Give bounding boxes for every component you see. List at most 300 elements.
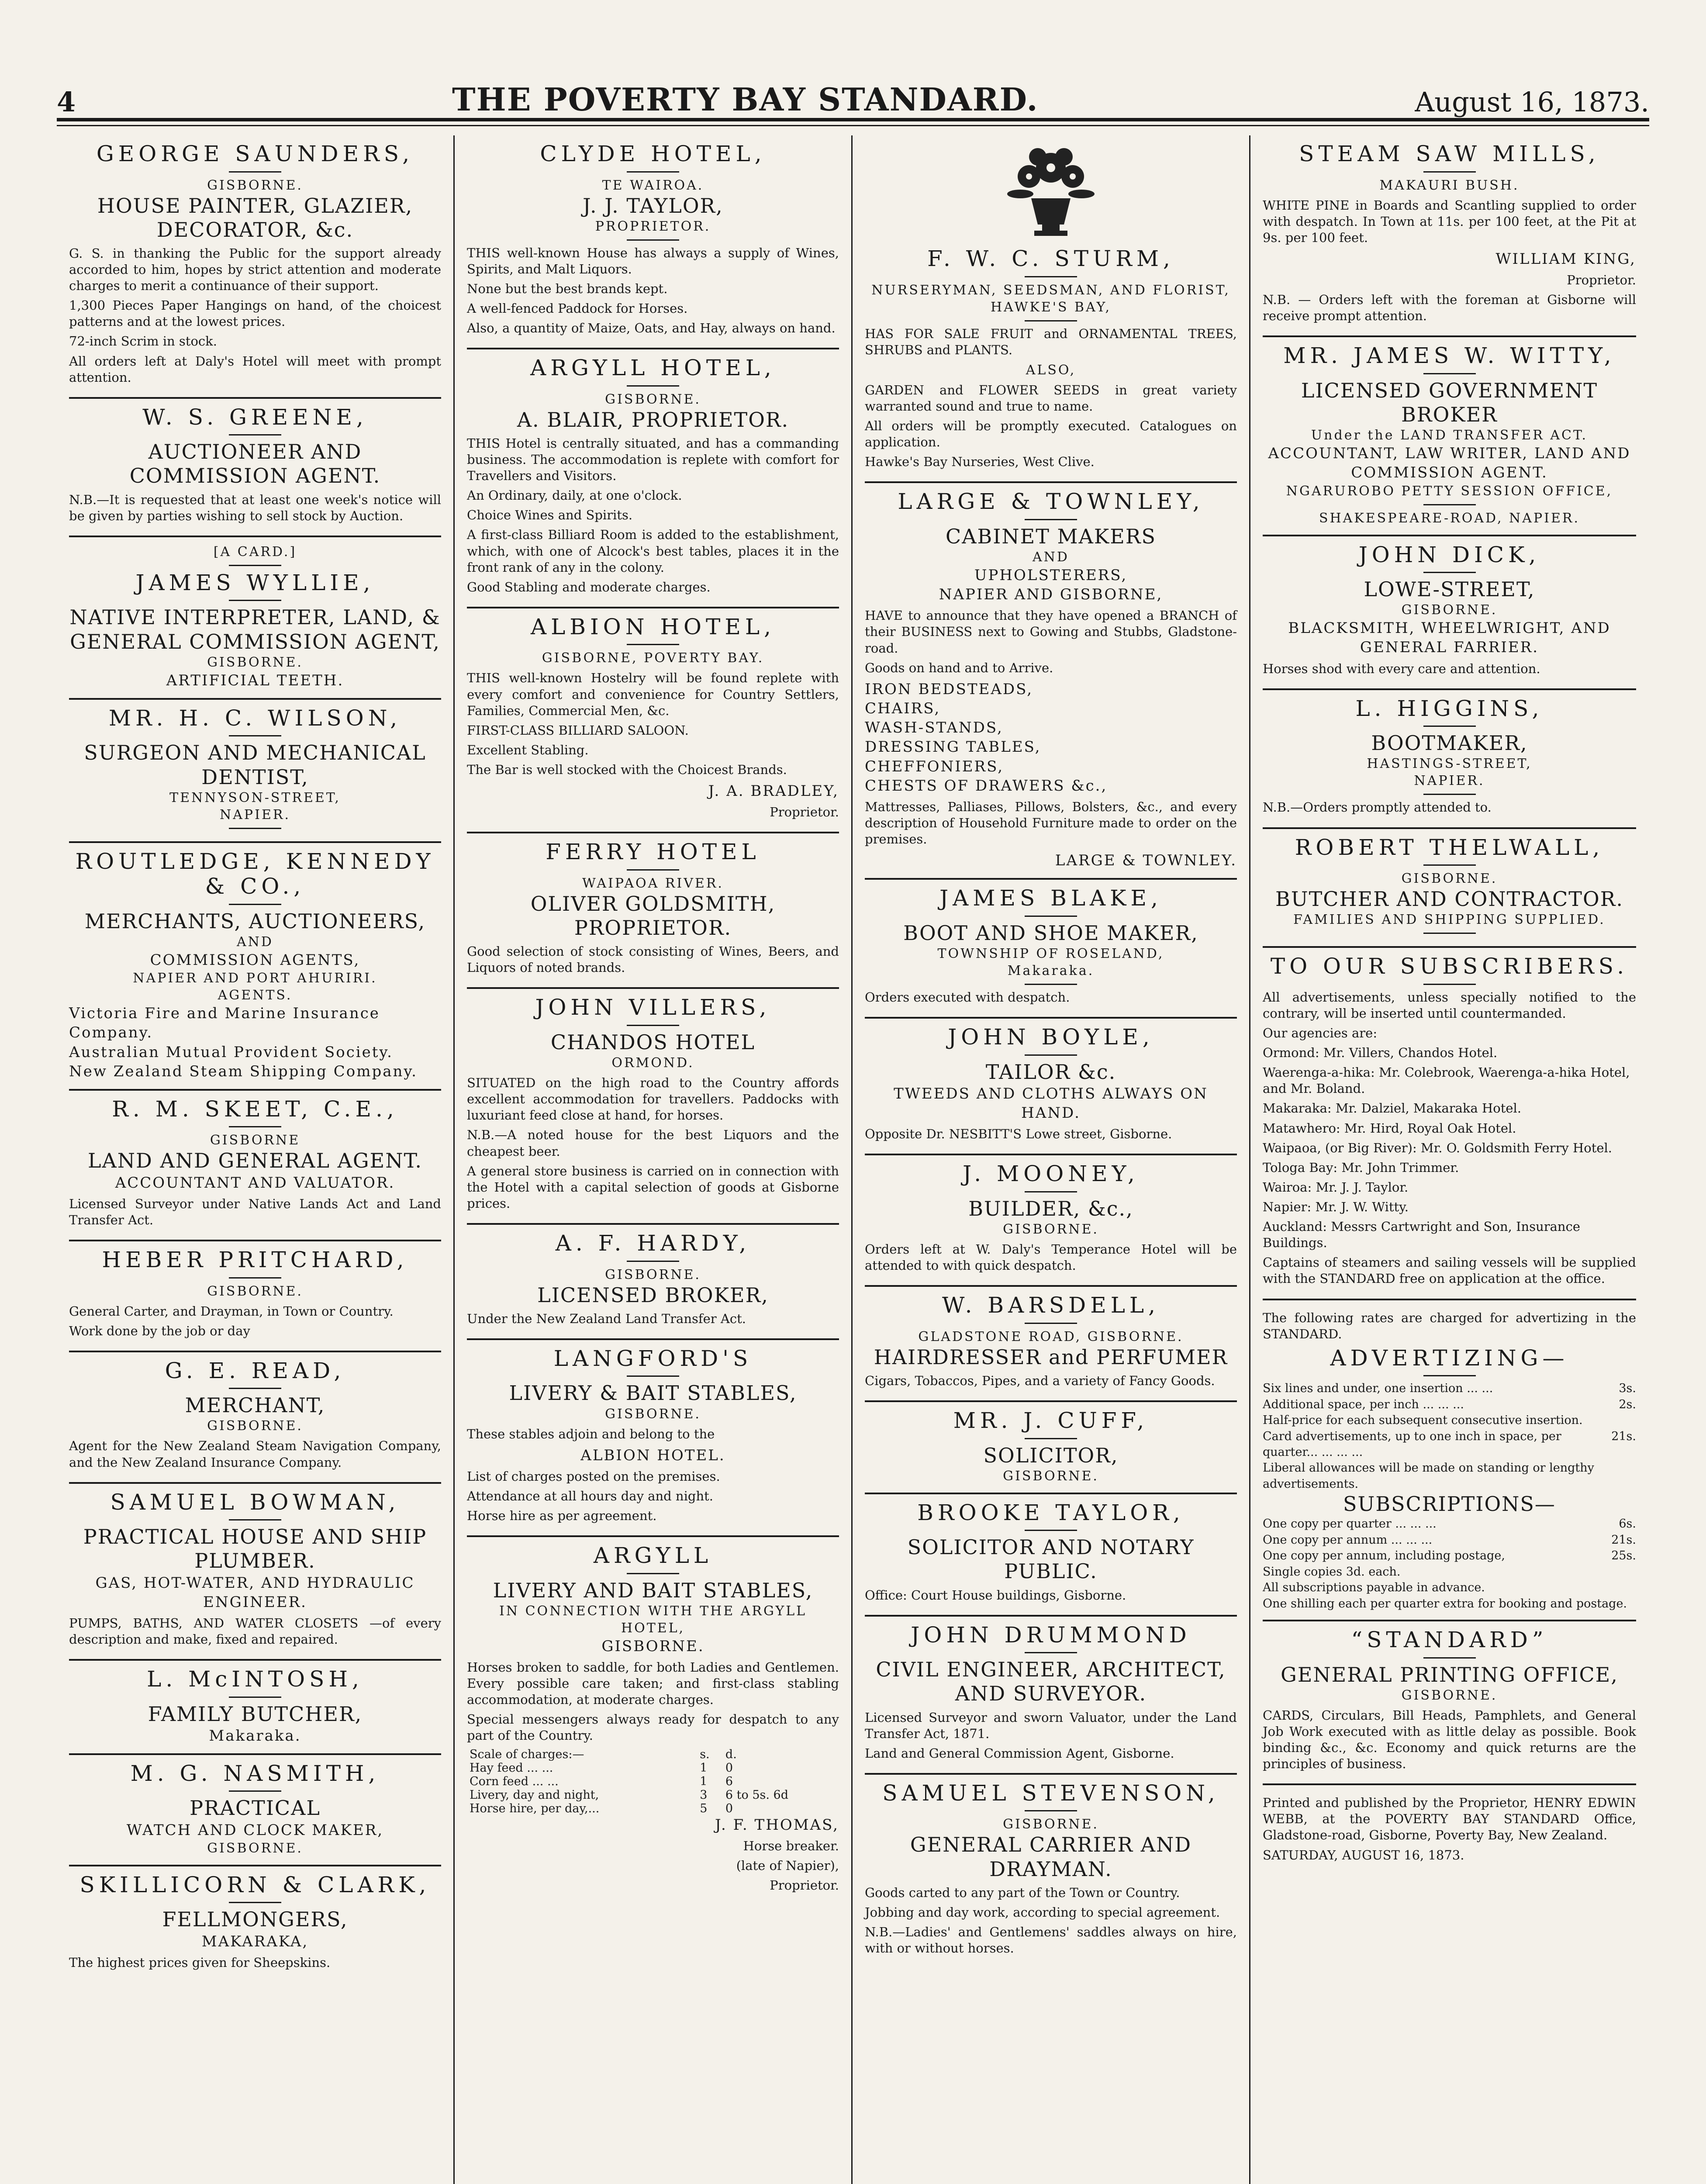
advert-subheading: PRACTICAL: [190, 1796, 321, 1820]
advert-line: AGENTS.: [218, 988, 293, 1003]
short-rule: [1423, 984, 1476, 985]
advert-line: NURSERYMAN, SEEDSMAN, AND FLORIST,: [871, 282, 1230, 298]
advert-subheading: CHANDOS HOTEL: [550, 1030, 756, 1054]
advert-line: Under the LAND TRANSFER ACT.: [1311, 428, 1588, 443]
charges-cell: 6: [725, 1774, 733, 1788]
short-rule: [1423, 373, 1476, 374]
advert-signature: J. F. THOMAS,: [715, 1816, 839, 1834]
advert-subheading: LICENSED BROKER,: [537, 1283, 769, 1307]
advert-line: Australian Mutual Provident Society.: [69, 1043, 393, 1061]
advert-text: The Bar is well stocked with the Choicest Brands.: [467, 762, 787, 777]
charges-cell: 3: [700, 1788, 708, 1802]
advert-line: CHEFFONIERS,: [865, 757, 1004, 775]
advert-subheading: HOUSE PAINTER, GLAZIER, DECORATOR, &c.: [97, 194, 413, 242]
rate-price: 25s.: [1611, 1549, 1636, 1563]
advert-line: TENNYSON-STREET,: [169, 790, 341, 805]
advert-heading: L. HIGGINS,: [1355, 695, 1544, 721]
advert-text: HAS FOR SALE FRUIT and ORNAMENTAL TREES, SHRUBS and PLANTS.: [865, 326, 1237, 357]
rate-label: One copy per quarter ... ... ...: [1263, 1517, 1437, 1531]
advert-text: All orders left at Daly's Hotel will meet with prompt attention.: [69, 353, 441, 385]
advert-text: Orders left at W. Daly's Temperance Hotel will be attended to with quick despatch.: [865, 1242, 1237, 1273]
advert-heading: JAMES WYLLIE,: [135, 570, 375, 595]
rate-label: Additional space, per inch ... ... ...: [1263, 1397, 1464, 1411]
advert-text: THIS Hotel is centrally situated, and has a commanding business. The accommodation is replete with comfort for Travellers and Visitors.: [467, 435, 839, 484]
charges-row: [467, 1748, 839, 1761]
advert-text: Attendance at all hours day and night.: [467, 1488, 713, 1503]
advert-text: Mattresses, Palliases, Pillows, Bolsters, &c., and every description of Household Furniture made to order on the premises.: [865, 799, 1237, 847]
advert-brooke: [865, 1494, 1237, 1617]
rate-line: [1263, 1532, 1636, 1548]
rate-price: 3s.: [1619, 1382, 1636, 1396]
charges-row: [467, 1775, 839, 1788]
advert-line: WAIPAOA RIVER.: [582, 875, 724, 891]
advert-subheading: FELLMONGERS,: [162, 1908, 348, 1932]
advert-heading: W. BARSDELL,: [942, 1292, 1160, 1318]
advert-text: Agent for the New Zealand Steam Navigation Company, and the New Zealand Insurance Company.: [69, 1438, 441, 1470]
advert-line: ORMOND.: [611, 1055, 694, 1071]
advert-text: List of charges posted on the premises.: [467, 1469, 720, 1484]
short-rule: [1423, 1657, 1476, 1659]
advert-subheading: J. J. TAYLOR,: [583, 194, 723, 218]
advert-subheading: WATCH AND CLOCK MAKER,: [126, 1821, 384, 1839]
rate-price: 21s.: [1611, 1533, 1636, 1547]
advert-subheading: ACCOUNTANT, LAW WRITER, LAND AND COMMISSION AGENT.: [1268, 445, 1631, 482]
advert-heading: ROUTLEDGE, KENNEDY & CO.,: [75, 848, 435, 899]
rate-line: [1263, 1460, 1636, 1492]
short-rule: [627, 644, 679, 645]
agency-line: Waipaoa, (or Big River): Mr. O. Goldsmith Ferry Hotel.: [1263, 1140, 1613, 1155]
advert-text: The highest prices given for Sheepskins.: [69, 1955, 331, 1970]
short-rule: [1423, 171, 1476, 173]
rate-line: [1263, 1397, 1636, 1413]
advert-subheading: LICENSED GOVERNMENT BROKER: [1301, 378, 1598, 427]
advert-text: Licensed Surveyor under Native Lands Act and Land Transfer Act.: [69, 1196, 441, 1227]
rate-label: One copy per annum ... ... ...: [1263, 1533, 1433, 1547]
advert-dick: [1263, 536, 1636, 690]
advert-blake: [865, 880, 1237, 1019]
charges-cell: 1: [700, 1761, 708, 1775]
advert-ferry: [467, 833, 839, 989]
advert-subheading: CABINET MAKERS: [946, 524, 1156, 548]
advert-line: AND: [237, 934, 273, 950]
advert-heading: SAMUEL BOWMAN,: [110, 1489, 400, 1515]
advert-line: PROPRIETOR.: [595, 218, 711, 234]
advert-subheading: SOLICITOR,: [983, 1443, 1119, 1467]
column-3: [853, 135, 1250, 2184]
advert-line: GISBORNE.: [605, 1267, 701, 1282]
advert-text: Under the New Zealand Land Transfer Act.: [467, 1311, 746, 1326]
charges-cell: 5: [700, 1801, 708, 1815]
advert-line: CHESTS OF DRAWERS &c.,: [865, 777, 1108, 795]
advert-heading: SAMUEL STEVENSON,: [882, 1780, 1219, 1806]
advert-line: NAPIER.: [220, 807, 290, 822]
short-rule: [627, 1573, 679, 1574]
short-rule: [229, 1388, 281, 1389]
advert-heading: JOHN VILLERS,: [535, 995, 771, 1020]
newspaper-title: THE POVERTY BAY STANDARD.: [452, 81, 1039, 118]
advert-barsdell: [865, 1287, 1237, 1402]
advert-text: THIS well-known Hostelry will be found replete with every comfort and convenience for Country Settlers, Families, Commercial Men, &c.: [467, 670, 839, 718]
advert-subheading: LOWE-STREET,: [1364, 577, 1535, 601]
rate-line: [1263, 1596, 1636, 1612]
short-rule: [229, 565, 281, 566]
short-rule: [627, 1261, 679, 1262]
advert-text: Opposite Dr. NESBITT'S Lowe street, Gisborne.: [865, 1127, 1172, 1142]
short-rule: [229, 1697, 281, 1698]
advert-signature: LARGE & TOWNLEY.: [1055, 852, 1237, 870]
charges-row: [467, 1761, 839, 1775]
rate-line: [1263, 1516, 1636, 1532]
short-rule: [229, 1519, 281, 1521]
advert-heading: “STANDARD”: [1351, 1627, 1548, 1653]
advert-line: WASH-STANDS,: [865, 719, 1003, 737]
advert-text: GARDEN and FLOWER SEEDS in great variety warranted sound and true to name.: [865, 382, 1237, 414]
short-rule: [1025, 276, 1077, 277]
advert-line: GISBORNE.: [1003, 1817, 1099, 1832]
advert-text: 1,300 Pieces Paper Hangings on hand, of the choicest patterns and at the lowest prices.: [69, 298, 441, 329]
advert-text: All advertisements, unless specially notified to the contrary, will be inserted until countermanded.: [1263, 989, 1636, 1021]
short-rule: [1025, 1191, 1077, 1192]
advert-heading: F. W. C. STURM,: [927, 246, 1174, 271]
rate-line: [1263, 1564, 1636, 1580]
advert-text: Printed and published by the Proprietor, HENRY EDWIN WEBB, at the POVERTY BAY STANDARD Office, Gladstone-road, Gisborne, Poverty Bay, New Zealand.: [1263, 1795, 1636, 1843]
advert-text: Orders executed with despatch.: [865, 990, 1070, 1005]
advert-subheading: LAND AND GENERAL AGENT.: [87, 1149, 422, 1173]
masthead-rule: [57, 125, 1649, 126]
advert-subheading: MERCHANT,: [185, 1393, 325, 1417]
advert-text: Special messengers always ready for despatch to any part of the Country.: [467, 1712, 839, 1743]
advert-heading: BROOKE TAYLOR,: [917, 1500, 1185, 1525]
short-rule: [1025, 984, 1077, 985]
advert-steam: [1263, 135, 1636, 337]
advert-subheading: FAMILY BUTCHER,: [148, 1702, 363, 1726]
advert-heading: J. MOONEY,: [963, 1161, 1139, 1187]
advert-large: [865, 483, 1237, 880]
advert-saunders: [69, 135, 441, 399]
advert-text: SITUATED on the high road to the Country affords excellent accommodation for travellers. Paddocks with luxuriant feed close at hand, for horses.: [467, 1075, 839, 1123]
short-rule: [1025, 1530, 1077, 1531]
advert-text: PUMPS, BATHS, AND WATER CLOSETS —of every description and make, fixed and repaired.: [69, 1615, 441, 1647]
advert-argyll: [467, 349, 839, 608]
advert-line: Victoria Fire and Marine Insurance Company.: [69, 1005, 380, 1042]
agency-line: Matawhero: Mr. Hird, Royal Oak Hotel.: [1263, 1120, 1516, 1136]
advert-subheading: ALBION HOTEL.: [580, 1446, 725, 1464]
advert-heading: ALBION HOTEL,: [531, 614, 775, 639]
advert-skillicorn: [69, 1866, 441, 1982]
advert-text: CARDS, Circulars, Bill Heads, Pamphlets, and General Job Work executed with as little delay as possible. Book binding &c., &c. Economy and quick returns are the principles of business.: [1263, 1707, 1636, 1772]
advert-greene: [69, 399, 441, 537]
short-rule: [627, 869, 679, 871]
advert-subheading: BUILDER, &c.,: [968, 1196, 1133, 1220]
charges-row: [467, 1788, 839, 1802]
advert-subheading: BUTCHER AND CONTRACTOR.: [1275, 887, 1623, 911]
advert-subheading: HAIRDRESSER and PERFUMER: [874, 1345, 1228, 1369]
advert-heading: A. F. HARDY,: [555, 1230, 751, 1256]
advert-text: N.B. — Orders left with the foreman at Gisborne will receive prompt attention.: [1263, 292, 1636, 324]
advert-text: WHITE PINE in Boards and Scantling supplied to order with despatch. In Town at 11s. per 100 feet, at the Pit at 9s. per 100 feet.: [1263, 197, 1636, 245]
flower-vase-illustration: [994, 142, 1108, 242]
advert-line: GLADSTONE ROAD, GISBORNE.: [918, 1329, 1184, 1344]
advert-subheading: SOLICITOR AND NOTARY PUBLIC.: [907, 1535, 1195, 1583]
columns: [57, 135, 1649, 2184]
advert-rates: [1263, 1300, 1636, 1622]
rate-price: 21s.: [1611, 1429, 1636, 1443]
short-rule: [1025, 916, 1077, 917]
advert-subheading: TWEEDS AND CLOTHS ALWAYS ON HAND.: [894, 1085, 1208, 1122]
advert-subheading: UPHOLSTERERS,: [974, 566, 1128, 584]
advert-line: NAPIER AND PORT AHURIRI.: [133, 971, 377, 986]
advert-stevenson: [865, 1775, 1237, 1968]
advert-line: Makaraka.: [1007, 963, 1095, 979]
rate-label: Card advertisements, up to one inch in space, per quarter... ... ... ...: [1263, 1429, 1561, 1459]
charges-cell: 1: [700, 1774, 708, 1788]
advert-heading: LANGFORD'S: [553, 1345, 753, 1371]
advert-line: GISBORNE.: [605, 391, 701, 407]
short-rule: [627, 171, 679, 173]
advert-heading: L. McINTOSH,: [147, 1666, 363, 1692]
advert-heading: W. S. GREENE,: [142, 404, 368, 430]
advert-heading: HEBER PRITCHARD,: [102, 1247, 408, 1272]
advert-text: Office: Court House buildings, Gisborne.: [865, 1587, 1126, 1603]
advert-subheading: NAPIER AND GISBORNE,: [939, 586, 1163, 604]
advert-text: A well-fenced Paddock for Horses.: [467, 301, 688, 316]
charges-cell: Hay feed ... ...: [470, 1761, 553, 1775]
rate-line: [1263, 1548, 1636, 1564]
advert-subheading: MAKARAKA,: [201, 1932, 309, 1950]
advert-subheading: AUCTIONEER AND COMMISSION AGENT.: [129, 440, 381, 488]
advert-line: FAMILIES AND SHIPPING SUPPLIED.: [1293, 912, 1606, 928]
advert-heading: GEORGE SAUNDERS,: [96, 141, 414, 166]
advert-wilson: [69, 700, 441, 843]
advert-line: GISBORNE.: [1401, 871, 1498, 887]
short-rule: [229, 828, 281, 829]
advert-signature: (late of Napier),: [736, 1858, 839, 1873]
short-rule: [1423, 933, 1476, 934]
advert-text: 72-inch Scrim in stock.: [69, 334, 217, 349]
rate-label: Liberal allowances will be made on standing or lengthy advertisements.: [1263, 1461, 1594, 1491]
advert-skeet: [69, 1091, 441, 1241]
advert-bowman: [69, 1484, 441, 1661]
short-rule: [1423, 726, 1476, 727]
advert-hardy: [467, 1225, 839, 1340]
advert-heading: LARGE & TOWNLEY,: [898, 489, 1204, 515]
charges-cell: Horse hire, per day,...: [470, 1801, 600, 1815]
column-2: [455, 135, 853, 2184]
advert-text: Licensed Surveyor and sworn Valuator, under the Land Transfer Act, 1871.: [865, 1710, 1237, 1741]
short-rule: [1423, 1375, 1476, 1376]
advert-line: GISBORNE.: [1003, 1222, 1099, 1237]
advert-heading: CLYDE HOTEL,: [540, 141, 766, 166]
short-rule: [1423, 572, 1476, 573]
advert-subheading: SURGEON AND MECHANICAL DENTIST,: [84, 741, 426, 789]
advert-line: GISBORNE: [210, 1133, 300, 1148]
advert-line: New Zealand Steam Shipping Company.: [69, 1062, 418, 1080]
advert-line: MAKAURI BUSH.: [1379, 177, 1520, 193]
advert-text: Hawke's Bay Nurseries, West Clive.: [865, 454, 1095, 470]
subscription-rates: [1263, 1516, 1636, 1612]
short-rule: [229, 904, 281, 905]
advert-text: Horses broken to saddle, for both Ladies and Gentlemen. Every possible care taken; and first-class stabling accommodation, at moderate charges.: [467, 1660, 839, 1707]
short-rule: [229, 1126, 281, 1127]
short-rule: [229, 600, 281, 601]
advert-text: THIS well-known House has always a supply of Wines, Spirits, and Malt Liquors.: [467, 245, 839, 276]
advert-heading: MR. JAMES W. WITTY,: [1283, 343, 1616, 369]
short-rule: [1423, 864, 1476, 866]
advert-text: The following rates are charged for advertizing in the STANDARD.: [1263, 1310, 1636, 1341]
advert-subheading: MERCHANTS, AUCTIONEERS,: [84, 909, 426, 933]
advert-signature: WILLIAM KING,: [1495, 250, 1636, 268]
charges-cell: 0: [725, 1801, 733, 1815]
charges-cell: 0: [725, 1761, 733, 1775]
advert-argyllstables: [467, 1537, 839, 1905]
advert-sturm: [865, 135, 1237, 483]
advert-subheading: OLIVER GOLDSMITH, PROPRIETOR.: [530, 892, 776, 940]
short-rule: [627, 1375, 679, 1377]
advert-text: Cigars, Tobaccos, Pipes, and a variety of Fancy Goods.: [865, 1373, 1215, 1388]
agency-line: Napier: Mr. J. W. Witty.: [1263, 1199, 1409, 1214]
advert-subheading: CIVIL ENGINEER, ARCHITECT, AND SURVEYOR.: [876, 1658, 1226, 1706]
charges-row: [467, 1802, 839, 1815]
rate-label: All subscriptions payable in advance.: [1263, 1581, 1485, 1595]
charges-cell: d.: [725, 1747, 737, 1761]
advert-line: TOWNSHIP OF ROSELAND,: [937, 946, 1164, 962]
advert-heading: JOHN DRUMMOND: [911, 1622, 1191, 1648]
short-rule: [1025, 320, 1077, 321]
short-rule: [229, 434, 281, 435]
advert-heading: TO OUR SUBSCRIBERS.: [1270, 954, 1629, 979]
rate-line: [1263, 1381, 1636, 1396]
rate-label: Six lines and under, one insertion ... ...: [1263, 1382, 1493, 1396]
column-4: [1250, 135, 1648, 2184]
agency-line: Ormond: Mr. Villers, Chandos Hotel.: [1263, 1045, 1498, 1061]
advert-heading: M. G. NASMITH,: [130, 1760, 380, 1786]
advert-heading: MR. H. C. WILSON,: [108, 705, 402, 731]
advert-line: GISBORNE.: [207, 1283, 303, 1299]
short-rule: [1025, 1810, 1077, 1811]
rate-label: One shilling each per quarter extra for booking and postage.: [1263, 1597, 1627, 1610]
advert-text: N.B.—Ladies' and Gentlemens' saddles always on hire, with or without horses.: [865, 1925, 1237, 1956]
advert-line: SHAKESPEARE-ROAD, NAPIER.: [1319, 510, 1580, 526]
advert-text: Choice Wines and Spirits.: [467, 508, 633, 523]
advert-text: Goods on hand and to Arrive.: [865, 660, 1053, 675]
charges-cell: Scale of charges:—: [470, 1747, 584, 1761]
advert-line: NGARUROBO PETTY SESSION OFFICE,: [1286, 483, 1613, 499]
issue-date: August 16, 1873.: [1415, 86, 1649, 118]
advert-heading: R. M. SKEET, C.E.,: [112, 1096, 398, 1122]
agency-line: Waerenga-a-hika: Mr. Colebrook, Waerenga-a-hika Hotel, and Mr. Boland.: [1263, 1065, 1630, 1096]
advert-line: HAWKE'S BAY,: [990, 299, 1112, 315]
advert-line: GISBORNE.: [1401, 1687, 1498, 1703]
rate-price: 2s.: [1619, 1397, 1636, 1411]
advert-text: N.B.—A noted house for the best Liquors and the cheapest beer.: [467, 1127, 839, 1159]
advert-subheading: BOOTMAKER,: [1371, 731, 1528, 755]
advert-line: GISBORNE.: [207, 654, 303, 670]
advert-text: Our agencies are:: [1263, 1025, 1378, 1040]
advert-text: Land and General Commission Agent, Gisborne.: [865, 1745, 1174, 1761]
advert-text: G. S. in thanking the Public for the support already accorded to him, hopes by strict attention and moderate charges to merit a continuance of their support.: [69, 245, 441, 294]
charges-cell: Livery, day and night,: [470, 1788, 599, 1802]
advert-line: GISBORNE.: [605, 1406, 701, 1422]
advert-text: Horses shod with every care and attention.: [1263, 661, 1540, 676]
advert-text: SATURDAY, AUGUST 16, 1873.: [1263, 1847, 1464, 1863]
advert-read: [69, 1352, 441, 1484]
advert-signature: J. A. BRADLEY,: [708, 782, 839, 800]
rate-label: Single copies 3d. each.: [1263, 1565, 1401, 1579]
advert-text: Also, a quantity of Maize, Oats, and Hay, always on hand.: [467, 321, 836, 336]
advert-line: AND: [1033, 549, 1069, 565]
advert-imprint: [1263, 1785, 1636, 1874]
short-rule: [627, 239, 679, 241]
advert-text: None but the best brands kept.: [467, 281, 668, 296]
short-rule: [229, 735, 281, 736]
advert-subheading: Makaraka.: [209, 1727, 301, 1745]
agency-line: Makaraka: Mr. Dalziel, Makaraka Hotel.: [1263, 1101, 1522, 1116]
advert-line: HASTINGS-STREET,: [1367, 756, 1532, 772]
advert-witty: [1263, 337, 1636, 536]
advert-clyde: [467, 135, 839, 349]
advert-text: A first-class Billiard Room is added to the establishment, which, with one of Alcock's best tables, places it in the front rank of any in the colony.: [467, 527, 839, 575]
advert-line: [A CARD.]: [213, 544, 297, 560]
short-rule: [1423, 794, 1476, 795]
advert-mooney: [865, 1155, 1237, 1287]
advert-text: A general store business is carried on in connection with the Hotel with a capital selection of goods at Gisborne prices.: [467, 1163, 839, 1211]
advert-line: CHAIRS,: [865, 699, 941, 717]
advert-text: An Ordinary, daily, at one o'clock.: [467, 488, 682, 503]
advert-signature: Horse breaker.: [743, 1838, 839, 1853]
advert-line: GISBORNE.: [1401, 602, 1498, 618]
short-rule: [229, 1790, 281, 1792]
advert-albion: [467, 608, 839, 833]
advert-line: GISBORNE.: [207, 177, 303, 193]
advert-signature: Proprietor.: [1567, 273, 1636, 288]
masthead: [57, 70, 1649, 121]
page-number: 4: [57, 86, 76, 118]
rate-label: One copy per annum, including postage,: [1263, 1549, 1505, 1563]
agency-line: Tologa Bay: Mr. John Trimmer.: [1263, 1160, 1459, 1175]
rate-line: [1263, 1413, 1636, 1428]
advert-subheading: COMMISSION AGENTS,: [150, 951, 360, 969]
charges-table: [467, 1748, 839, 1815]
advert-subheading: LIVERY AND BAIT STABLES,: [493, 1578, 813, 1602]
advert-signature: Proprietor.: [770, 805, 839, 820]
short-rule: [229, 1902, 281, 1903]
advert-text: Horse hire as per agreement.: [467, 1508, 657, 1524]
advert-subheading: ACCOUNTANT AND VALUATOR.: [115, 1174, 395, 1192]
advert-heading: ADVERTIZING—: [1330, 1345, 1569, 1371]
advert-subheading: NATIVE INTERPRETER, LAND, & GENERAL COMMISSION AGENT,: [69, 605, 441, 653]
charges-cell: s.: [700, 1747, 710, 1761]
rate-label: Half-price for each subsequent consecutive insertion.: [1263, 1413, 1583, 1427]
advert-line: ALSO,: [1026, 362, 1076, 378]
advert-text: N.B.—Orders promptly attended to.: [1263, 800, 1492, 815]
short-rule: [1025, 1652, 1077, 1653]
advert-heading: SKILLICORN & CLARK,: [79, 1872, 431, 1897]
advert-subheading: SUBSCRIPTIONS—: [1343, 1492, 1556, 1516]
advert-subheading: GISBORNE.: [601, 1637, 705, 1655]
advert-line: IRON BEDSTEADS,: [865, 680, 1033, 698]
advert-line: TE WAIROA.: [602, 177, 704, 193]
advert-text: Good selection of stock consisting of Wines, Beers, and Liquors of noted brands.: [467, 944, 839, 975]
advert-line: GISBORNE, POVERTY BAY.: [542, 650, 764, 666]
short-rule: [627, 385, 679, 387]
agency-line: Auckland: Messrs Cartwright and Son, Insurance Buildings.: [1263, 1219, 1580, 1251]
advert-subheading: GENERAL CARRIER AND DRAYMAN.: [910, 1833, 1192, 1881]
advert-heading: ARGYLL HOTEL,: [530, 355, 776, 381]
short-rule: [229, 171, 281, 173]
advert-heading: STEAM SAW MILLS,: [1299, 141, 1600, 166]
advert-subheading: TAILOR &c.: [985, 1060, 1116, 1084]
advert-line: ARTIFICIAL TEETH.: [166, 671, 344, 689]
